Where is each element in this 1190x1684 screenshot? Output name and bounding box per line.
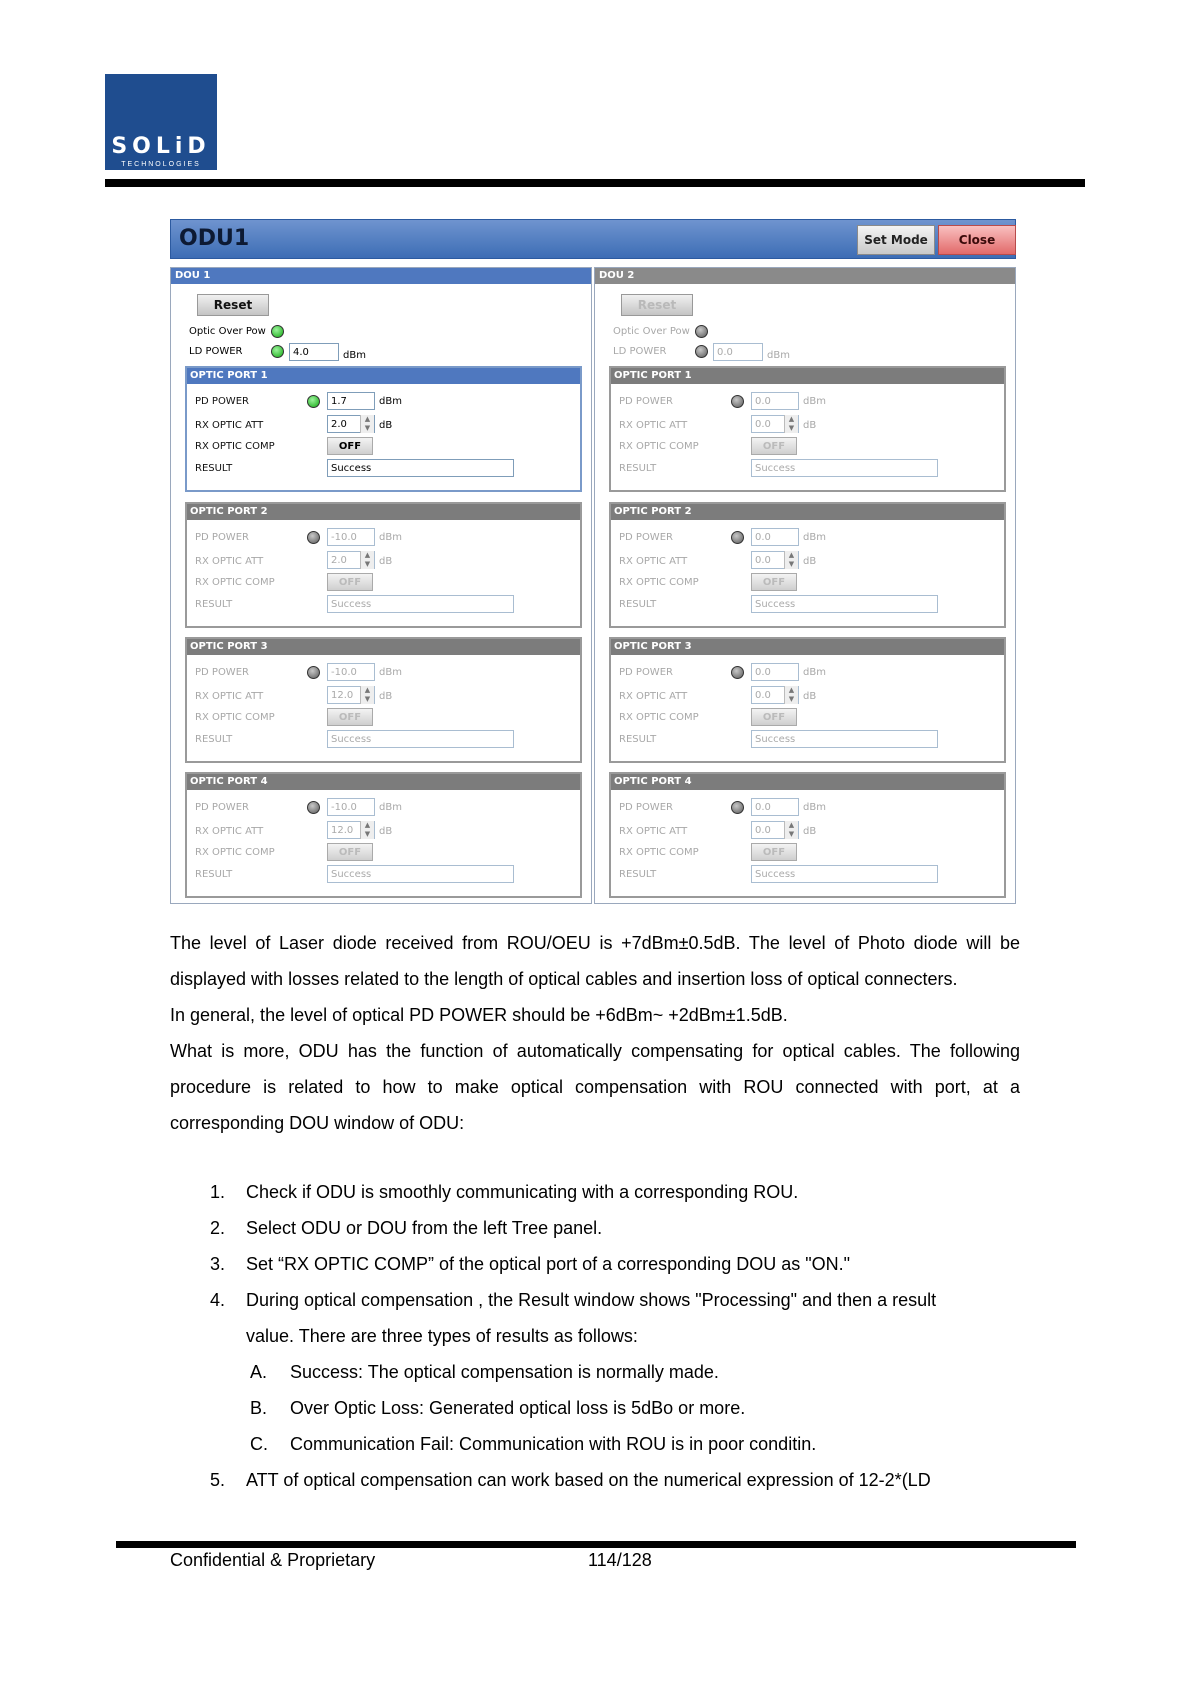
logo-word: SOLiD	[111, 134, 211, 159]
pd-power-led-icon	[731, 531, 744, 544]
dou-header: DOU 1	[171, 268, 591, 284]
pd-power-led-icon	[731, 801, 744, 814]
ld-power-unit: dBm	[767, 350, 790, 361]
ld-power-label: LD POWER	[189, 346, 243, 357]
rx-optic-comp-toggle[interactable]: OFF	[327, 708, 373, 726]
body-text	[170, 925, 1020, 1141]
ld-power-field[interactable]: 0.0	[713, 343, 763, 361]
pd-power-label: PD POWER	[619, 532, 673, 543]
footer-rule	[116, 1541, 1076, 1548]
spinner-arrows-icon[interactable]: ▲ ▼	[360, 415, 374, 433]
step-number: 1.	[210, 1182, 226, 1202]
rx-optic-att-spinner[interactable]	[751, 551, 799, 569]
rx-optic-comp-label: RX OPTIC COMP	[195, 847, 275, 858]
result-field[interactable]: Success	[751, 595, 938, 613]
spinner-arrows-icon[interactable]: ▲ ▼	[784, 686, 798, 704]
step-text: Set “RX OPTIC COMP” of the optical port of a corresponding DOU as "ON."	[246, 1254, 850, 1274]
pd-power-unit: dBm	[803, 532, 826, 543]
ld-power-unit: dBm	[343, 350, 366, 361]
optic-over-pow-led-icon	[695, 325, 708, 338]
step-number: 5.	[210, 1470, 226, 1490]
rx-optic-comp-label: RX OPTIC COMP	[195, 712, 275, 723]
header-rule	[105, 179, 1085, 187]
paragraph: The level of Laser diode received from ROU/OEU is +7dBm±0.5dB. The level of Photo diode will be displayed with losses related to the length of optical cables and insertion loss of optical connecters.	[170, 933, 1020, 989]
optic-port-header: OPTIC PORT 4	[611, 774, 1004, 790]
result-label: RESULT	[619, 599, 657, 610]
pd-power-unit: dBm	[379, 532, 402, 543]
pd-power-field[interactable]: -10.0	[327, 798, 375, 816]
step-text: ATT of optical compensation can work based on the numerical expression of 12-2*(LD	[246, 1470, 931, 1490]
ld-power-field[interactable]: 4.0	[289, 343, 339, 361]
optic-port-header: OPTIC PORT 1	[187, 368, 580, 384]
optic-port-header: OPTIC PORT 2	[611, 504, 1004, 520]
pd-power-field[interactable]: -10.0	[327, 528, 375, 546]
pd-power-field[interactable]: 0.0	[751, 392, 799, 410]
rx-optic-comp-toggle[interactable]: OFF	[327, 573, 373, 591]
optic-port-panel	[185, 502, 582, 628]
result-label: RESULT	[619, 734, 657, 745]
spinner-arrows-icon[interactable]: ▲ ▼	[360, 686, 374, 704]
rx-optic-att-value: 2.0	[331, 555, 347, 566]
dou-panel-1	[170, 267, 592, 904]
window-titlebar	[170, 219, 1016, 259]
optic-over-pow-label: Optic Over Pow	[189, 326, 266, 337]
spinner-arrows-icon[interactable]: ▲ ▼	[360, 821, 374, 839]
pd-power-led-icon	[307, 801, 320, 814]
paragraph: In general, the level of optical PD POWER should be +6dBm~ +2dBm±1.5dB.	[170, 1005, 788, 1025]
result-label: RESULT	[619, 463, 657, 474]
result-field[interactable]: Success	[327, 595, 514, 613]
rx-optic-att-unit: dB	[803, 556, 817, 567]
result-field[interactable]: Success	[751, 865, 938, 883]
rx-optic-comp-toggle[interactable]: OFF	[327, 843, 373, 861]
pd-power-led-icon	[731, 666, 744, 679]
pd-power-label: PD POWER	[195, 802, 249, 813]
pd-power-unit: dBm	[379, 396, 402, 407]
pd-power-unit: dBm	[379, 802, 402, 813]
spinner-arrows-icon[interactable]: ▲ ▼	[784, 415, 798, 433]
pd-power-field[interactable]: 0.0	[751, 798, 799, 816]
rx-optic-att-label: RX OPTIC ATT	[195, 556, 264, 567]
rx-optic-comp-label: RX OPTIC COMP	[195, 441, 275, 452]
rx-optic-att-spinner[interactable]	[327, 821, 375, 839]
step-text: Check if ODU is smoothly communicating with a corresponding ROU.	[246, 1182, 799, 1202]
optic-port-panel	[609, 502, 1006, 628]
rx-optic-att-label: RX OPTIC ATT	[619, 420, 688, 431]
pd-power-label: PD POWER	[619, 802, 673, 813]
sub-item-letter: B.	[250, 1398, 268, 1418]
rx-optic-att-unit: dB	[803, 420, 817, 431]
rx-optic-comp-toggle[interactable]: OFF	[751, 437, 797, 455]
set-mode-button[interactable]: Set Mode	[857, 225, 935, 255]
footer-confidential: Confidential & Proprietary	[170, 1550, 376, 1570]
optic-port-header: OPTIC PORT 3	[611, 639, 1004, 655]
rx-optic-att-value: 0.0	[755, 555, 771, 566]
rx-optic-att-spinner[interactable]	[751, 686, 799, 704]
rx-optic-comp-toggle[interactable]: OFF	[751, 708, 797, 726]
result-field[interactable]: Success	[327, 730, 514, 748]
rx-optic-att-label: RX OPTIC ATT	[195, 826, 264, 837]
pd-power-field[interactable]: 0.0	[751, 663, 799, 681]
rx-optic-att-spinner[interactable]	[327, 415, 375, 433]
rx-optic-att-unit: dB	[379, 826, 393, 837]
odu-window	[170, 219, 1016, 904]
optic-port-panel	[185, 772, 582, 898]
logo-subtitle: TECHNOLOGIES	[121, 161, 201, 168]
pd-power-led-icon	[307, 395, 320, 408]
optic-over-pow-label: Optic Over Pow	[613, 326, 690, 337]
rx-optic-comp-toggle[interactable]: OFF	[751, 843, 797, 861]
pd-power-field[interactable]: 0.0	[751, 528, 799, 546]
rx-optic-att-value: 12.0	[331, 690, 354, 701]
step-number: 3.	[210, 1254, 226, 1274]
rx-optic-att-unit: dB	[803, 691, 817, 702]
pd-power-label: PD POWER	[195, 532, 249, 543]
sub-item-letter: A.	[250, 1362, 268, 1382]
optic-port-header: OPTIC PORT 4	[187, 774, 580, 790]
spinner-arrows-icon[interactable]: ▲ ▼	[784, 821, 798, 839]
pd-power-unit: dBm	[803, 802, 826, 813]
rx-optic-att-spinner[interactable]	[751, 415, 799, 433]
pd-power-led-icon	[307, 666, 320, 679]
result-label: RESULT	[195, 869, 233, 880]
optic-port-header: OPTIC PORT 2	[187, 504, 580, 520]
rx-optic-att-value: 0.0	[755, 690, 771, 701]
spinner-arrows-icon[interactable]: ▲ ▼	[784, 551, 798, 569]
rx-optic-att-label: RX OPTIC ATT	[619, 691, 688, 702]
optic-port-panel	[609, 772, 1006, 898]
pd-power-unit: dBm	[803, 396, 826, 407]
optic-port-panel	[609, 366, 1006, 492]
rx-optic-att-value: 0.0	[755, 419, 771, 430]
result-label: RESULT	[619, 869, 657, 880]
pd-power-label: PD POWER	[619, 667, 673, 678]
pd-power-unit: dBm	[379, 667, 402, 678]
step-text: During optical compensation , the Result window shows "Processing" and then a result	[246, 1290, 937, 1310]
rx-optic-att-spinner[interactable]	[327, 686, 375, 704]
window-title: ODU1	[179, 226, 250, 251]
rx-optic-att-spinner[interactable]	[751, 821, 799, 839]
sub-item-text: Success: The optical compensation is normally made.	[290, 1362, 719, 1382]
rx-optic-comp-label: RX OPTIC COMP	[619, 577, 699, 588]
solid-logo	[105, 74, 217, 170]
rx-optic-att-unit: dB	[379, 691, 393, 702]
rx-optic-att-label: RX OPTIC ATT	[619, 556, 688, 567]
ld-power-led-icon	[695, 345, 708, 358]
rx-optic-comp-label: RX OPTIC COMP	[195, 577, 275, 588]
result-label: RESULT	[195, 599, 233, 610]
optic-port-panel	[609, 637, 1006, 763]
rx-optic-att-label: RX OPTIC ATT	[195, 420, 264, 431]
close-button[interactable]: Close	[938, 225, 1016, 255]
sub-item-text: Over Optic Loss: Generated optical loss is 5dBo or more.	[290, 1398, 746, 1418]
pd-power-label: PD POWER	[619, 396, 673, 407]
pd-power-led-icon	[731, 395, 744, 408]
pd-power-field[interactable]: -10.0	[327, 663, 375, 681]
step-number: 4.	[210, 1290, 226, 1310]
rx-optic-comp-toggle[interactable]: OFF	[327, 437, 373, 455]
reset-button[interactable]: Reset	[197, 294, 269, 316]
ld-power-label: LD POWER	[613, 346, 667, 357]
step-text: Select ODU or DOU from the left Tree panel.	[246, 1218, 603, 1238]
rx-optic-comp-label: RX OPTIC COMP	[619, 441, 699, 452]
pd-power-label: PD POWER	[195, 667, 249, 678]
rx-optic-att-unit: dB	[379, 420, 393, 431]
rx-optic-att-spinner[interactable]	[327, 551, 375, 569]
rx-optic-comp-label: RX OPTIC COMP	[619, 712, 699, 723]
result-field[interactable]: Success	[327, 865, 514, 883]
pd-power-unit: dBm	[803, 667, 826, 678]
pd-power-label: PD POWER	[195, 396, 249, 407]
result-field[interactable]: Success	[751, 459, 938, 477]
reset-button[interactable]: Reset	[621, 294, 693, 316]
optic-over-pow-led-icon	[271, 325, 284, 338]
pd-power-led-icon	[307, 531, 320, 544]
optic-port-header: OPTIC PORT 3	[187, 639, 580, 655]
result-field[interactable]: Success	[751, 730, 938, 748]
optic-port-panel	[185, 637, 582, 763]
rx-optic-comp-label: RX OPTIC COMP	[619, 847, 699, 858]
result-label: RESULT	[195, 734, 233, 745]
rx-optic-att-value: 0.0	[755, 825, 771, 836]
optic-port-panel	[185, 366, 582, 492]
sub-item-letter: C.	[250, 1434, 268, 1454]
rx-optic-att-unit: dB	[803, 826, 817, 837]
dou-panel-2	[594, 267, 1016, 904]
ld-power-led-icon	[271, 345, 284, 358]
rx-optic-att-value: 12.0	[331, 825, 354, 836]
pd-power-field[interactable]: 1.7	[327, 392, 375, 410]
result-field[interactable]: Success	[327, 459, 514, 477]
rx-optic-att-value: 2.0	[331, 419, 347, 430]
optic-port-header: OPTIC PORT 1	[611, 368, 1004, 384]
spinner-arrows-icon[interactable]: ▲ ▼	[360, 551, 374, 569]
dou-header: DOU 2	[595, 268, 1015, 284]
step-text: value. There are three types of results as follows:	[246, 1326, 638, 1346]
rx-optic-att-label: RX OPTIC ATT	[195, 691, 264, 702]
sub-item-text: Communication Fail: Communication with ROU is in poor conditin.	[290, 1434, 817, 1454]
rx-optic-att-label: RX OPTIC ATT	[619, 826, 688, 837]
rx-optic-att-unit: dB	[379, 556, 393, 567]
page-number: 114/128	[588, 1550, 652, 1570]
step-number: 2.	[210, 1218, 226, 1238]
paragraph: What is more, ODU has the function of automatically compensating for optical cables. The following procedure is related to how to make optical compensation with ROU connected with port, at a corresponding DOU window of ODU:	[170, 1041, 1020, 1133]
rx-optic-comp-toggle[interactable]: OFF	[751, 573, 797, 591]
result-label: RESULT	[195, 463, 233, 474]
